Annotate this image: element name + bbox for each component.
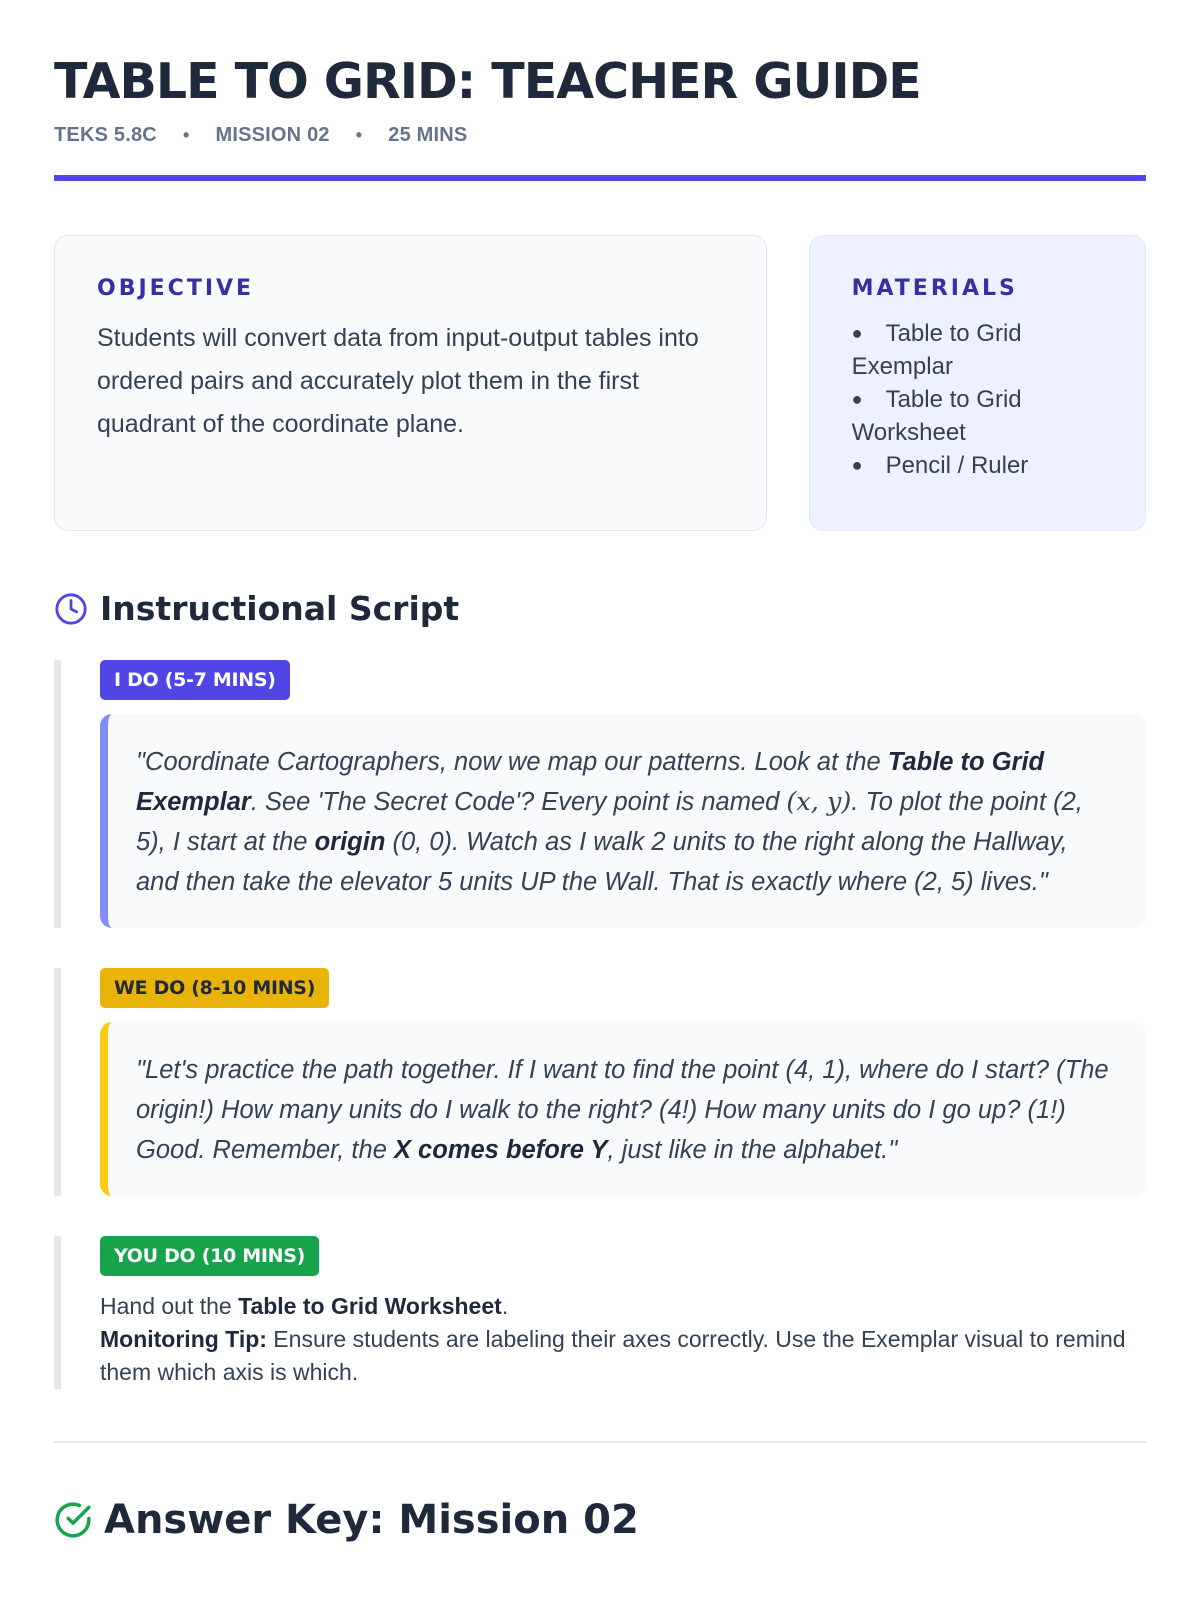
tip-label: Monitoring Tip: xyxy=(100,1326,267,1352)
materials-item-label: Table to Grid Exemplar xyxy=(851,320,1022,380)
page-title: TABLE TO GRID: TEACHER GUIDE xyxy=(54,53,921,110)
meta-line xyxy=(54,124,1146,147)
you-do-badge: YOU DO (10 MINS) xyxy=(100,1236,319,1276)
objective-text: Students will convert data from input-output tables into ordered pairs and accurately plot them in the first quadrant of the coordinate plane. xyxy=(97,324,699,438)
meta-separator: • xyxy=(182,125,190,145)
you-do-line xyxy=(100,1290,1146,1323)
info-cards xyxy=(54,235,1146,531)
materials-list xyxy=(852,317,1103,482)
meta-duration: 25 MINS xyxy=(388,124,468,146)
script-emphasis: origin xyxy=(314,828,386,856)
meta-mission: MISSION 02 xyxy=(215,124,330,146)
i-do-badge: I DO (5-7 MINS) xyxy=(100,660,290,700)
materials-card xyxy=(809,235,1146,531)
materials-item xyxy=(852,383,1103,449)
script-emphasis: X comes before Y xyxy=(393,1136,608,1164)
bullet-icon: ● xyxy=(851,389,863,409)
phase-we-do xyxy=(54,968,1146,1196)
instruction-text: . xyxy=(501,1293,509,1319)
bullet-icon: ● xyxy=(851,323,863,343)
math-ordered-pair: (x, y) xyxy=(786,787,852,817)
materials-item-label: Pencil / Ruler xyxy=(885,452,1029,479)
we-do-badge: WE DO (8-10 MINS) xyxy=(100,968,329,1008)
script-text: "Coordinate Cartographers, now we map our patterns. Look at the xyxy=(136,748,888,776)
script-text: . To plot the point (2, 5), I start at the xyxy=(136,788,1083,856)
script-emphasis: Table to Grid Exemplar xyxy=(136,748,1045,816)
script-section-header xyxy=(54,589,1146,628)
materials-heading: MATERIALS xyxy=(851,276,1018,301)
script-text: (0, 0). Watch as I walk 2 units to the right along the Hallway, and then take the elevator 5 units UP the Wall. That is exactly where (2, 5) lives." xyxy=(136,828,1068,896)
objective-heading: OBJECTIVE xyxy=(97,276,255,301)
answer-key-header xyxy=(54,1497,1146,1543)
materials-item xyxy=(852,449,1103,482)
phase-i-do xyxy=(54,660,1146,928)
instruction-emphasis: Table to Grid Worksheet xyxy=(238,1293,502,1319)
meta-teks: TEKS 5.8C xyxy=(54,124,157,146)
meta-separator: • xyxy=(355,125,363,145)
we-do-script xyxy=(100,1022,1146,1196)
script-heading: Instructional Script xyxy=(100,589,460,628)
answer-key-heading: Answer Key: Mission 02 xyxy=(104,1497,639,1543)
section-divider xyxy=(54,1441,1146,1443)
materials-item-label: Table to Grid Worksheet xyxy=(851,386,1022,446)
script-text: . See 'The Secret Code'? Every point is named xyxy=(250,788,787,816)
monitoring-tip xyxy=(100,1323,1146,1389)
script-text: "Let's practice the path together. If I want to find the point (4, 1), where do I start? (The origin!) How many units do I walk to the right? (4!) How many units do I go up? (1!) Good. Remember, the xyxy=(136,1056,1109,1164)
header-divider xyxy=(54,175,1146,181)
objective-card xyxy=(54,235,767,531)
materials-item xyxy=(852,317,1103,383)
bullet-icon: ● xyxy=(851,455,863,475)
tip-text: Ensure students are labeling their axes correctly. Use the Exemplar visual to remind them which axis is which. xyxy=(100,1326,1126,1385)
script-text: , just like in the alphabet." xyxy=(607,1136,898,1164)
instruction-text: Hand out the xyxy=(100,1293,239,1319)
check-circle-icon xyxy=(54,1501,92,1539)
phase-you-do xyxy=(54,1236,1146,1389)
i-do-script xyxy=(100,714,1146,928)
you-do-instructions xyxy=(100,1290,1146,1389)
clock-icon xyxy=(54,592,88,626)
